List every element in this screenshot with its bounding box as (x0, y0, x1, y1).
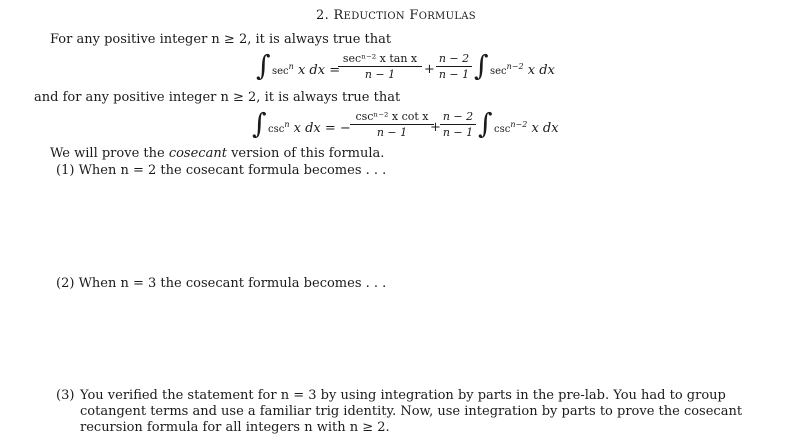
sec-rhs: $\sec^{n-2} x$ dx (490, 62, 555, 78)
section-title (0, 8, 792, 23)
sec-lhs: $\sec^n x$ dx = (272, 62, 341, 78)
csc-lhs: $\csc^n x$ dx = − (268, 120, 351, 136)
sec-fraction-1: secⁿ⁻² x tan x n − 1 (338, 52, 422, 81)
csc-rhs: $\csc^{n-2} x$ dx (494, 120, 559, 136)
csc-plus: + (430, 120, 441, 135)
item-text: When n = 2 the cosecant formula becomes . . . (78, 163, 387, 178)
item-text: When n = 3 the cosecant formula becomes . . . (78, 276, 387, 291)
integral-sign: ∫ (478, 107, 493, 140)
csc-fraction-2: n − 2 n − 1 (440, 110, 476, 139)
item-label-3: (3) (56, 388, 75, 403)
question-item-1 (56, 163, 386, 178)
intro-text-secant: For any positive integer n ≥ 2, it is always true that (50, 32, 392, 47)
integral-sign: ∫ (252, 107, 267, 140)
sec-plus: + (424, 62, 435, 77)
prove-statement: We will prove the cosecant version of this formula. (50, 146, 385, 161)
item-label: (1) (56, 163, 75, 178)
section-number: 2. (316, 8, 330, 23)
sec-fraction-2: n − 2 n − 1 (436, 52, 472, 81)
intro-text-cosecant: and for any positive integer n ≥ 2, it is always true that (34, 90, 401, 105)
csc-fraction-1: cscⁿ⁻² x cot x n − 1 (350, 110, 434, 139)
section-title-text: REDUCTION FORMULAS (333, 8, 476, 23)
item-label: (2) (56, 276, 75, 291)
question-item-3-text: You verified the statement for n = 3 by using integration by parts in the pre-lab. You had to group cotangent terms and use a familiar trig identity. Now, use integration by parts to prove the cosecant recursion formula for all integers n with n ≥ 2. (80, 388, 743, 435)
question-item-2 (56, 276, 386, 291)
integral-sign: ∫ (474, 49, 489, 82)
integral-sign: ∫ (256, 49, 271, 82)
